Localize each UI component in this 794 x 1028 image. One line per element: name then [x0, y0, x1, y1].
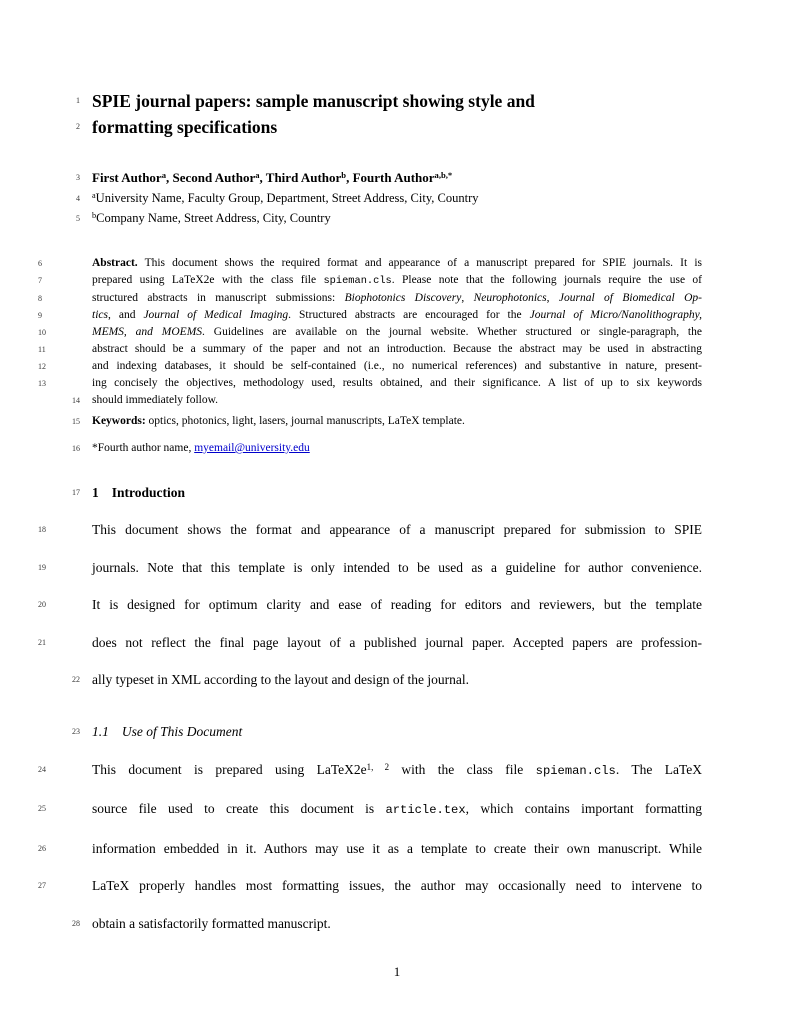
- line-number: 18: [38, 525, 46, 534]
- text-segment: and indexing databases, it should be self-contained (i.e., no numerical references) and substantive in nature, present-: [92, 360, 702, 372]
- manuscript-line: [38, 586, 702, 624]
- line-number: 13: [38, 379, 46, 388]
- line-number: 3: [76, 173, 80, 182]
- manuscript-line: [38, 341, 702, 358]
- line-number: 6: [38, 259, 42, 268]
- page-number: 1: [393, 964, 401, 979]
- text-segment: , Fourth Author: [346, 170, 435, 185]
- text-segment: This document is prepared using LaTeX2e: [92, 761, 367, 777]
- text-segment: a: [92, 191, 96, 201]
- line-number: 5: [76, 214, 80, 223]
- text-segment: *Fourth author name,: [92, 442, 195, 454]
- line-number: 4: [76, 194, 80, 203]
- manuscript-line: [76, 88, 702, 114]
- text-segment: 1.1: [92, 723, 109, 739]
- manuscript-line: [72, 413, 702, 430]
- manuscript-line: [38, 867, 702, 905]
- line-number: 21: [38, 637, 46, 647]
- manuscript-line: [72, 392, 702, 409]
- manuscript-line: [38, 790, 702, 830]
- text-segment: 1: [92, 485, 99, 500]
- text-segment: does not reflect the final page layout of a published journal paper. Accepted papers are profession-: [92, 634, 702, 650]
- manuscript-line: [72, 440, 702, 457]
- text-segment: Company Name, Street Address, City, Country: [96, 211, 331, 225]
- keywords-block: [72, 413, 702, 430]
- manuscript-line: [76, 189, 702, 209]
- manuscript-line: [76, 209, 702, 229]
- text-segment: tics: [92, 309, 108, 321]
- authors-line: [76, 168, 702, 189]
- text-segment: should immediately follow.: [92, 394, 219, 406]
- text-segment: , Third Author: [259, 170, 342, 185]
- line-number: 20: [38, 600, 46, 610]
- text-segment: abstract should be a summary of the paper and not an introduction. Because the abstract may be used in abstracting: [92, 343, 702, 355]
- text-segment: This document shows the format and appearance of a manuscript prepared for submission to SPIE: [92, 522, 702, 537]
- line-number: 28: [72, 918, 80, 928]
- text-segment: obtain a satisfactorily formatted manuscript.: [92, 915, 331, 931]
- text-segment: . The LaTeX: [615, 761, 702, 777]
- text-segment: spieman.cls: [535, 763, 616, 778]
- line-number: 15: [72, 417, 80, 426]
- text-segment: ,: [546, 292, 559, 304]
- line-number: 14: [72, 396, 80, 405]
- manuscript-line: [72, 481, 702, 505]
- body-paragraph-1: [38, 511, 702, 699]
- text-segment: source file used to create this document is: [92, 801, 386, 817]
- text-segment: MEMS, and MOEMS: [92, 326, 203, 338]
- text-segment: ally typeset in XML according to the layout and design of the journal.: [92, 672, 470, 688]
- text-segment: . Structured abstracts are encouraged for the: [288, 309, 530, 321]
- line-number: 7: [38, 276, 42, 285]
- text-segment: This document shows the required format and appearance of a manuscript prepared for SPIE journals. It is: [137, 257, 702, 269]
- line-number: 10: [38, 328, 46, 337]
- text-segment: a: [255, 170, 260, 181]
- text-segment: Use of This Document: [121, 723, 243, 739]
- text-segment: . Please note that the following journals require the use of: [391, 274, 702, 286]
- body-paragraph-2: [38, 751, 702, 943]
- text-segment: b: [341, 170, 347, 181]
- line-number: 25: [38, 804, 46, 814]
- text-segment: . Guidelines are available on the journal website. Whether structured or single-paragraph, the: [202, 326, 702, 338]
- manuscript-line: [38, 830, 702, 868]
- line-number: 19: [38, 562, 46, 572]
- paper-title: [76, 88, 702, 140]
- text-segment: formatting specifications: [92, 117, 278, 137]
- manuscript-line: [38, 511, 702, 549]
- line-number: 9: [38, 311, 42, 320]
- text-segment: , which contains important formatting: [465, 801, 702, 817]
- manuscript-line: [38, 307, 702, 324]
- text-segment: 1, 2: [366, 761, 390, 772]
- text-segment: Journal of Biomedical Op-: [558, 292, 703, 304]
- line-number: 17: [72, 488, 80, 497]
- text-segment: b: [92, 211, 97, 221]
- text-segment: article.tex: [385, 803, 466, 818]
- text-segment: Biophotonics Discovery: [344, 292, 462, 304]
- abstract-block: [38, 255, 703, 409]
- text-segment: information embedded in it. Authors may use it as a template to create their own manuscript. While: [92, 840, 702, 856]
- text-segment: Neurophotonics: [473, 292, 547, 304]
- line-number: 2: [76, 122, 80, 131]
- text-segment: ,: [461, 292, 474, 304]
- text-segment: a: [161, 170, 166, 181]
- manuscript-line: [38, 272, 702, 290]
- manuscript-line: [72, 713, 702, 751]
- section-heading-introduction: [72, 481, 702, 505]
- subsection-heading-use-of-this-document: [72, 713, 702, 751]
- email-link[interactable]: myemail@university.edu: [194, 442, 310, 454]
- line-number: 12: [38, 362, 46, 371]
- line-number: 11: [38, 345, 46, 354]
- text-segment: spieman.cls: [323, 275, 392, 287]
- manuscript-line: [38, 324, 702, 341]
- text-segment: It is designed for optimum clarity and ease of reading for editors and reviewers, but the template: [92, 597, 702, 613]
- text-segment: SPIE journal papers: sample manuscript showing style and: [92, 91, 535, 111]
- line-number: 23: [72, 726, 80, 736]
- text-segment: Keywords:: [92, 415, 146, 427]
- line-number: 16: [72, 444, 80, 453]
- affiliations-block: [76, 189, 702, 229]
- text-segment: journals. Note that this template is only intended to be used as a guideline for author convenience.: [92, 559, 702, 575]
- text-segment: LaTeX properly handles most formatting issues, the author may occasionally need to intervene to: [92, 878, 702, 894]
- text-segment: , and: [107, 309, 144, 321]
- text-segment: Journal of Medical Imaging: [143, 309, 289, 321]
- manuscript-line: [38, 624, 702, 662]
- text-segment: ing concisely the objectives, methodology used, results obtained, and their significance. A list of up to six keywords: [92, 377, 702, 389]
- text-segment: a,b,*: [434, 170, 453, 181]
- manuscript-line: [76, 114, 702, 140]
- line-number: 26: [38, 843, 46, 853]
- line-number: 1: [76, 96, 80, 105]
- line-number: 27: [38, 881, 46, 891]
- text-segment: structured abstracts in manuscript submissions:: [92, 292, 345, 304]
- manuscript-line: [38, 751, 702, 791]
- text-segment: prepared using LaTeX2e with the class file: [92, 274, 324, 286]
- manuscript-line: [72, 661, 702, 699]
- line-number: 24: [38, 764, 46, 774]
- correspondence-block: [72, 440, 702, 457]
- manuscript-line: [38, 358, 702, 375]
- text-segment: First Author: [92, 170, 162, 185]
- manuscript-line: [38, 255, 702, 272]
- manuscript-line: [76, 168, 702, 189]
- manuscript-line: [72, 905, 702, 943]
- text-segment: optics, photonics, light, lasers, journal manuscripts, LaTeX template.: [145, 415, 465, 427]
- text-segment: University Name, Faculty Group, Department, Street Address, City, Country: [95, 191, 479, 205]
- text-segment: Abstract.: [92, 257, 138, 269]
- manuscript-line: [38, 290, 703, 307]
- text-segment: , Second Author: [166, 170, 256, 185]
- text-segment: with the class file: [389, 761, 536, 777]
- text-segment: Journal of Micro/Nanolithography,: [529, 309, 702, 321]
- text-segment: Introduction: [111, 485, 186, 500]
- line-number: 22: [72, 675, 80, 685]
- manuscript-line: [38, 375, 702, 392]
- manuscript-line: [38, 549, 702, 587]
- line-number: 8: [38, 294, 42, 303]
